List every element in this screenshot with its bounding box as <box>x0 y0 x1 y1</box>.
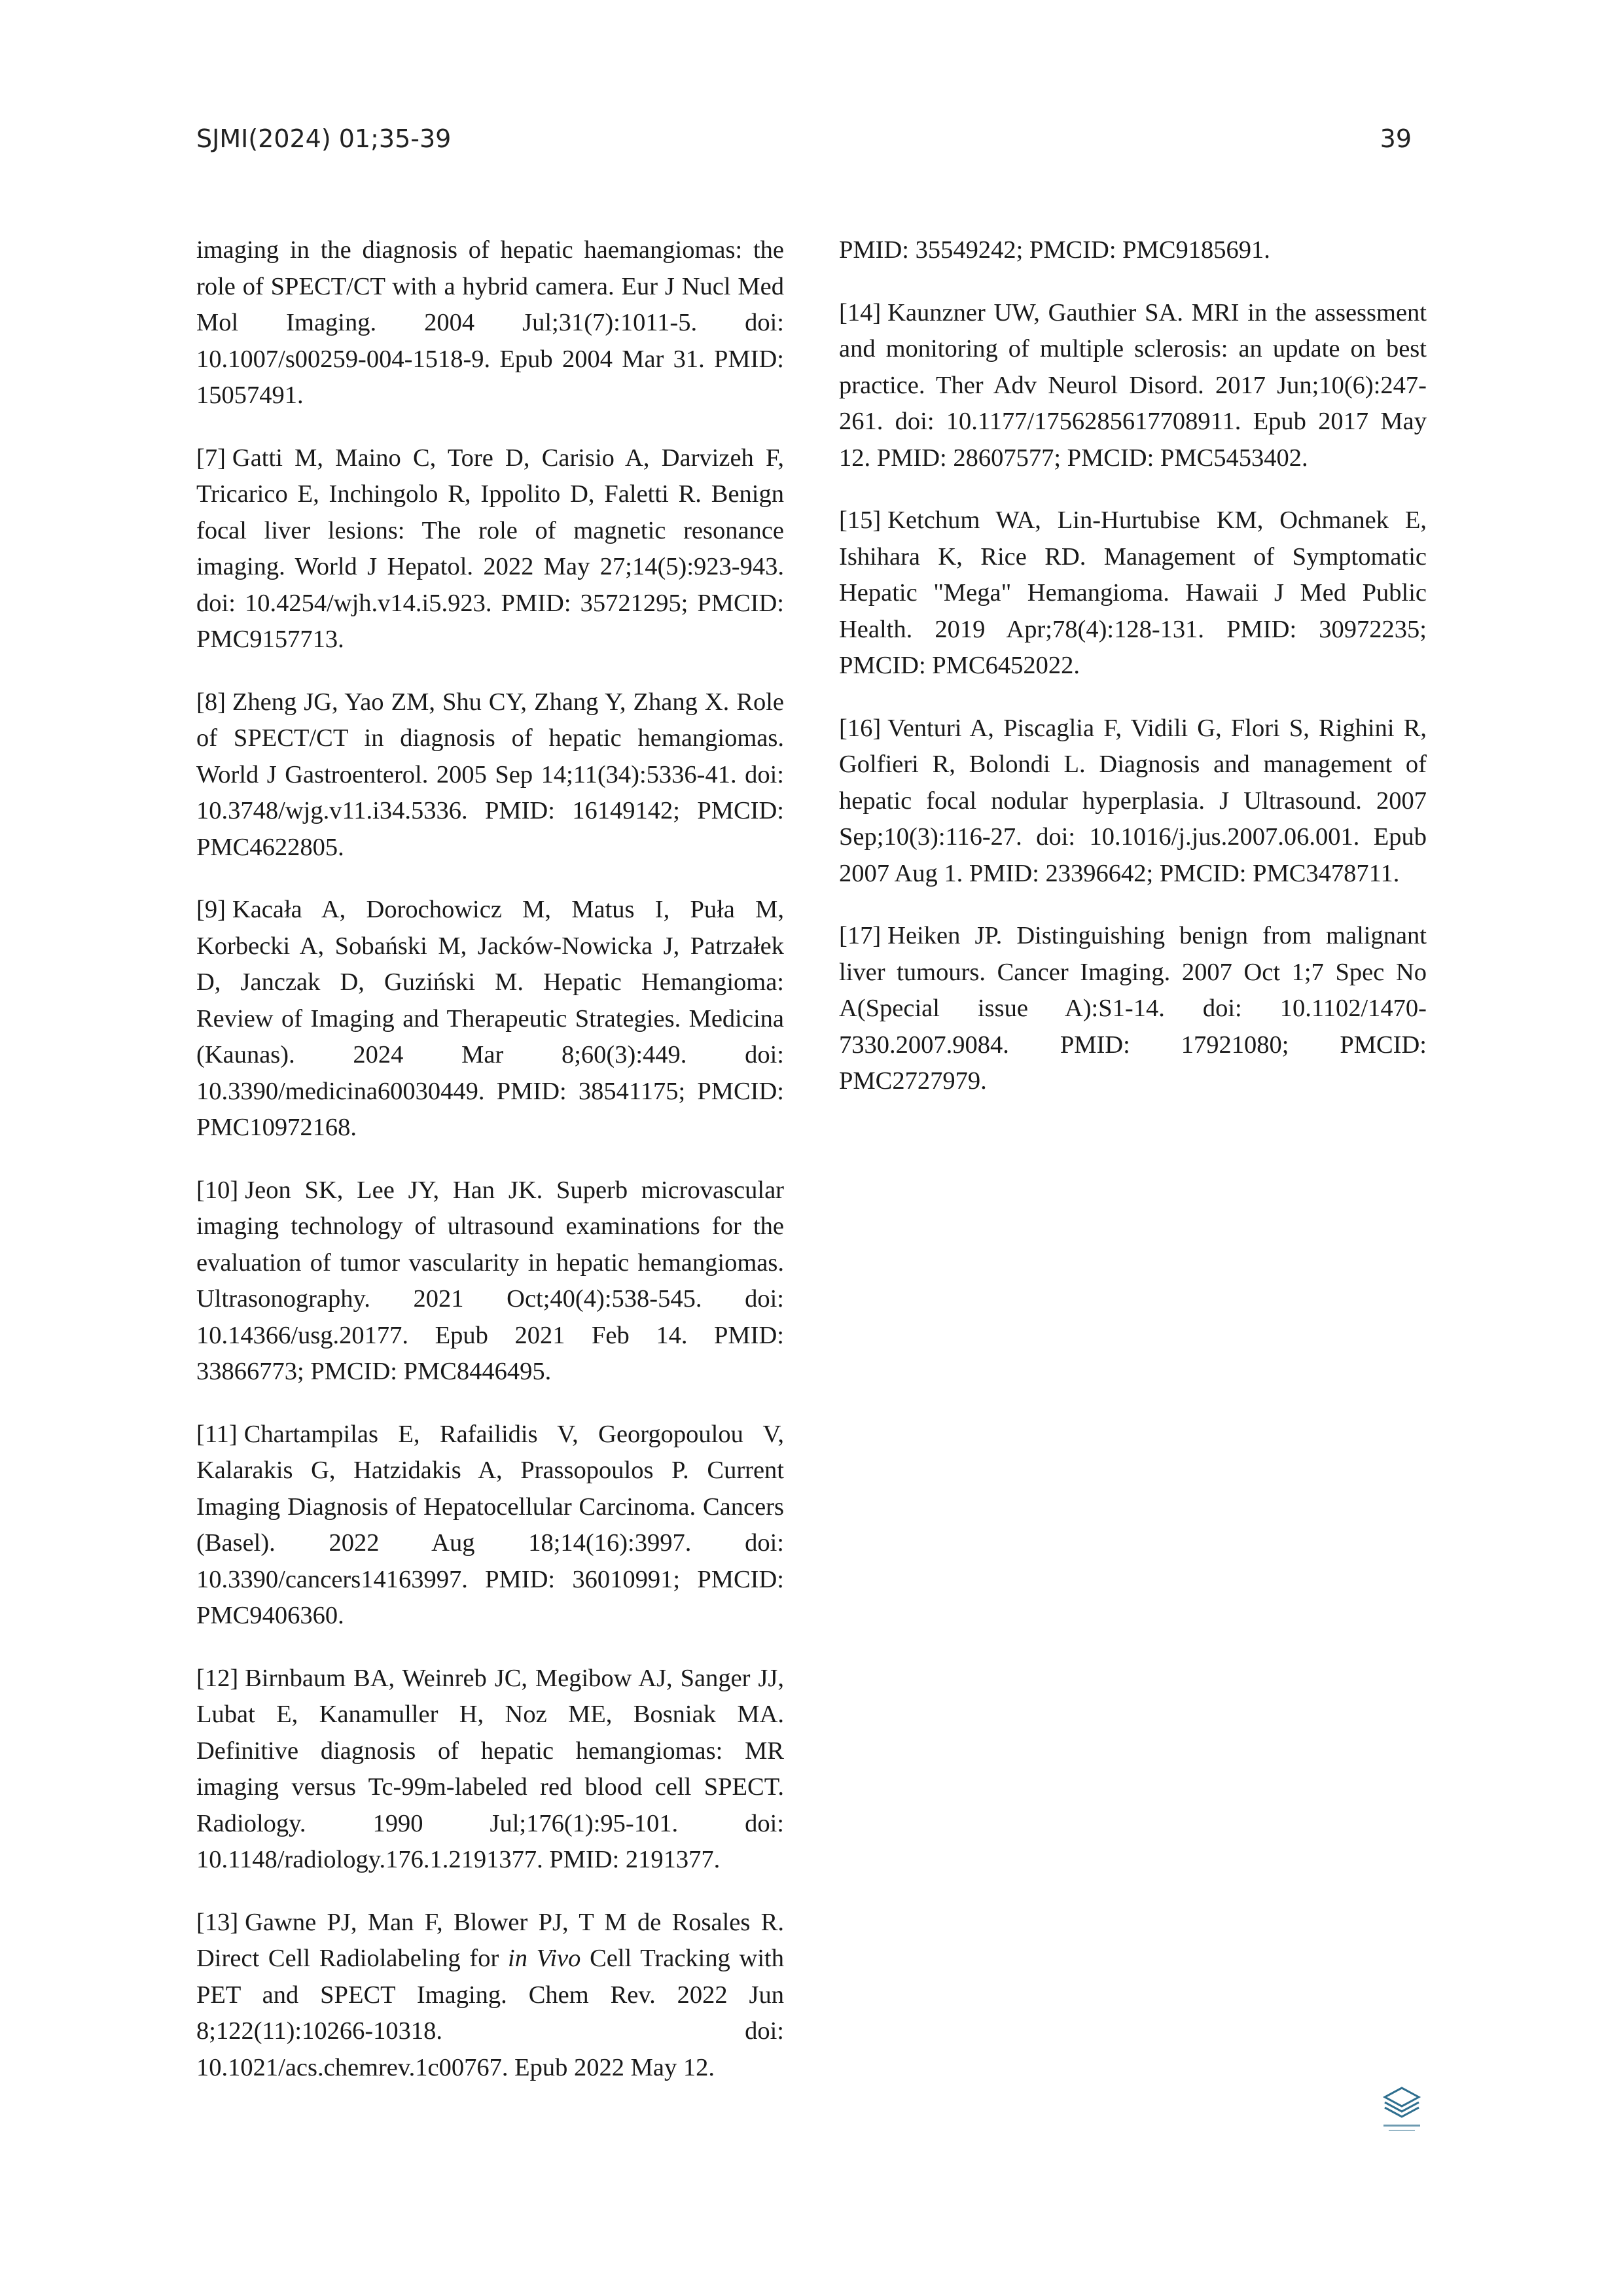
reference-number: [17] <box>839 922 882 949</box>
reference-number: [13] <box>196 1908 239 1936</box>
reference-7 <box>196 440 784 658</box>
reference-17 <box>839 918 1427 1100</box>
reference-12 <box>196 1661 784 1879</box>
publisher-logo-icon <box>1380 2084 1424 2136</box>
references-left-column <box>196 232 784 2112</box>
reference-text: Cell Tracking with PET and SPECT Imaging. Chem Rev. 2022 Jun 8;122(11):10266-10318. doi: 10.1021/acs.chemrev.1c00767. Epub 2022 May 12. <box>196 1945 784 2081</box>
reference-number: [11] <box>196 1420 238 1448</box>
reference-13 <box>196 1905 784 2087</box>
reference-number: [15] <box>839 506 882 534</box>
reference-text: Ketchum WA, Lin-Hurtubise KM, Ochmanek E, Ishihara K, Rice RD. Management of Symptomatic Hepatic "Mega" Hemangioma. Hawaii J Med Public Health. 2019 Apr;78(4):128-131. PMID: 30972235; PMCID: PMC6452022. <box>839 506 1427 679</box>
reference-text: Heiken JP. Distinguishing benign from malignant liver tumours. Cancer Imaging. 2007 Oct 1;7 Spec No A(Special issue A):S1-14. doi: 10.1102/1470-7330.2007.9084. PMID: 17921080; PMCID: PMC2727979. <box>839 922 1427 1095</box>
reference-text: Kaunzner UW, Gauthier SA. MRI in the assessment and monitoring of multiple sclerosis: an update on best practice. Ther Adv Neurol Disord. 2017 Jun;10(6):247-261. doi: 10.1177/1756285617708911. Epub 2017 May 12. PMID: 28607577; PMCID: PMC5453402. <box>839 298 1427 472</box>
running-head: SJMI(2024) 01;35-39 <box>196 124 452 153</box>
reference-number: [16] <box>839 714 882 742</box>
reference-continued: imaging in the diagnosis of hepatic haemangiomas: the role of SPECT/CT with a hybrid camera. Eur J Nucl Med Mol Imaging. 2004 Jul;31(7):1011-5. doi: 10.1007/s00259-004-1518-9. Epub 2004 Mar 31. PMID: 15057491. <box>196 236 784 409</box>
reference-text: Jeon SK, Lee JY, Han JK. Superb microvascular imaging technology of ultrasound examinations for the evaluation of tumor vascularity in hepatic hemangiomas. Ultrasonography. 2021 Oct;40(4):538-545. doi: 10.14366/usg.20177. Epub 2021 Feb 14. PMID: 33866773; PMCID: PMC8446495. <box>196 1176 784 1385</box>
reference-text: Gatti M, Maino C, Tore D, Carisio A, Darvizeh F, Tricarico E, Inchingolo R, Ippolito D, Faletti R. Benign focal liver lesions: The role of magnetic resonance imaging. World J Hepatol. 2022 May 27;14(5):923-943. doi: 10.4254/wjh.v14.i5.923. PMID: 35721295; PMCID: PMC9157713. <box>196 444 784 653</box>
page-number: 39 <box>1380 124 1412 153</box>
reference-10 <box>196 1173 784 1390</box>
reference-continued: PMID: 35549242; PMCID: PMC9185691. <box>839 236 1270 264</box>
reference-number: [8] <box>196 688 226 716</box>
reference-text: Birnbaum BA, Weinreb JC, Megibow AJ, Sanger JJ, Lubat E, Kanamuller H, Noz ME, Bosniak MA. Definitive diagnosis of hepatic hemangiomas: MR imaging versus Tc-99m-labeled red blood cell SPECT. Radiology. 1990 Jul;176(1):95-101. doi: 10.1148/radiology.176.1.2191377. PMID: 2191377. <box>196 1664 784 1873</box>
reference-text: Venturi A, Piscaglia F, Vidili G, Flori S, Righini R, Golfieri R, Bolondi L. Diagnosis and management of hepatic focal nodular hyperplasia. J Ultrasound. 2007 Sep;10(3):116-27. doi: 10.1016/j.jus.2007.06.001. Epub 2007 Aug 1. PMID: 23396642; PMCID: PMC3478711. <box>839 714 1427 887</box>
reference-11 <box>196 1417 784 1634</box>
reference-number: [7] <box>196 444 226 472</box>
reference-9 <box>196 892 784 1146</box>
reference-italic-text: in Vivo <box>508 1945 581 1972</box>
reference-number: [10] <box>196 1176 239 1204</box>
reference-14 <box>839 295 1427 477</box>
reference-text: Gawne PJ, Man F, Blower PJ, T M de Rosales R. Direct Cell Radiolabeling for <box>196 1908 784 1972</box>
reference-text: Chartampilas E, Rafailidis V, Georgopoulou V, Kalarakis G, Hatzidakis A, Prassopoulos P. Current Imaging Diagnosis of Hepatocellular Carcinoma. Cancers (Basel). 2022 Aug 18;14(16):3997. doi: 10.3390/cancers14163997. PMID: 36010991; PMCID: PMC9406360. <box>196 1420 784 1629</box>
reference-text: Zheng JG, Yao ZM, Shu CY, Zhang Y, Zhang X. Role of SPECT/CT in diagnosis of hepatic hemangiomas. World J Gastroenterol. 2005 Sep 14;11(34):5336-41. doi: 10.3748/wjg.v11.i34.5336. PMID: 16149142; PMCID: PMC4622805. <box>196 688 784 861</box>
reference-number: [14] <box>839 298 882 327</box>
reference-16 <box>839 711 1427 892</box>
references-right-column <box>839 232 1427 1126</box>
reference-8 <box>196 684 784 866</box>
reference-number: [12] <box>196 1664 239 1692</box>
reference-text: Kacała A, Dorochowicz M, Matus I, Puła M, Korbecki A, Sobański M, Jacków-Nowicka J, Patrzałek D, Janczak D, Guziński M. Hepatic Hemangioma: Review of Imaging and Therapeutic Strategies. Medicina (Kaunas). 2024 Mar 8;60(3):449. doi: 10.3390/medicina60030449. PMID: 38541175; PMCID: PMC10972168. <box>196 896 784 1141</box>
reference-15 <box>839 503 1427 684</box>
reference-number: [9] <box>196 896 226 923</box>
